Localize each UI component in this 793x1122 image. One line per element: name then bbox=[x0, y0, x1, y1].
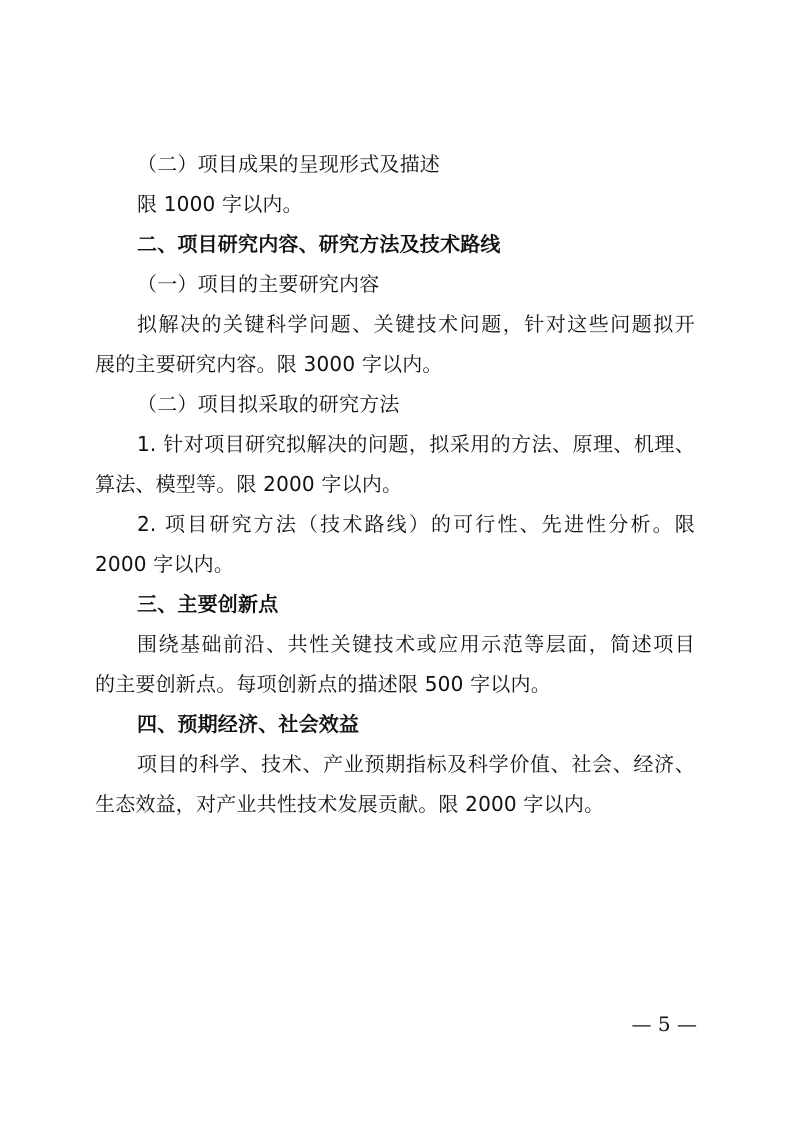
section-heading-research-content: 二、项目研究内容、研究方法及技术路线 bbox=[137, 232, 501, 256]
page-number: — 5 — bbox=[631, 1012, 697, 1036]
numbered-item-1-line-1: 1. 针对项目研究拟解决的问题，拟采用的方法、原理、机理、 bbox=[137, 432, 695, 456]
section-heading-expected-benefits: 四、预期经济、社会效益 bbox=[137, 712, 360, 736]
body-text-benefits-line-1: 项目的科学、技术、产业预期指标及科学价值、社会、经济、 bbox=[137, 752, 695, 776]
subsection-heading-research-methods: （二）项目拟采取的研究方法 bbox=[137, 392, 400, 416]
numbered-item-1-line-2: 算法、模型等。限 2000 字以内。 bbox=[95, 472, 403, 496]
body-text-benefits-line-2: 生态效益，对产业共性技术发展贡献。限 2000 字以内。 bbox=[95, 792, 605, 816]
body-text-limit-1000: 限 1000 字以内。 bbox=[137, 192, 303, 216]
numbered-item-2-line-1: 2. 项目研究方法（技术路线）的可行性、先进性分析。限 bbox=[137, 512, 695, 536]
body-text-innovations-line-1: 围绕基础前沿、共性关键技术或应用示范等层面，简述项目 bbox=[137, 632, 695, 656]
numbered-item-2-line-2: 2000 字以内。 bbox=[95, 552, 235, 576]
body-text-key-problems-line-1: 拟解决的关键科学问题、关键技术问题，针对这些问题拟开 bbox=[137, 312, 695, 336]
document-body bbox=[95, 144, 695, 824]
body-text-key-problems-line-2: 展的主要研究内容。限 3000 字以内。 bbox=[95, 352, 443, 376]
body-text-innovations-line-2: 的主要创新点。每项创新点的描述限 500 字以内。 bbox=[95, 672, 551, 696]
subsection-heading-results-presentation: （二）项目成果的呈现形式及描述 bbox=[137, 152, 440, 176]
subsection-heading-main-research-content: （一）项目的主要研究内容 bbox=[137, 272, 380, 296]
section-heading-innovations: 三、主要创新点 bbox=[137, 592, 279, 616]
